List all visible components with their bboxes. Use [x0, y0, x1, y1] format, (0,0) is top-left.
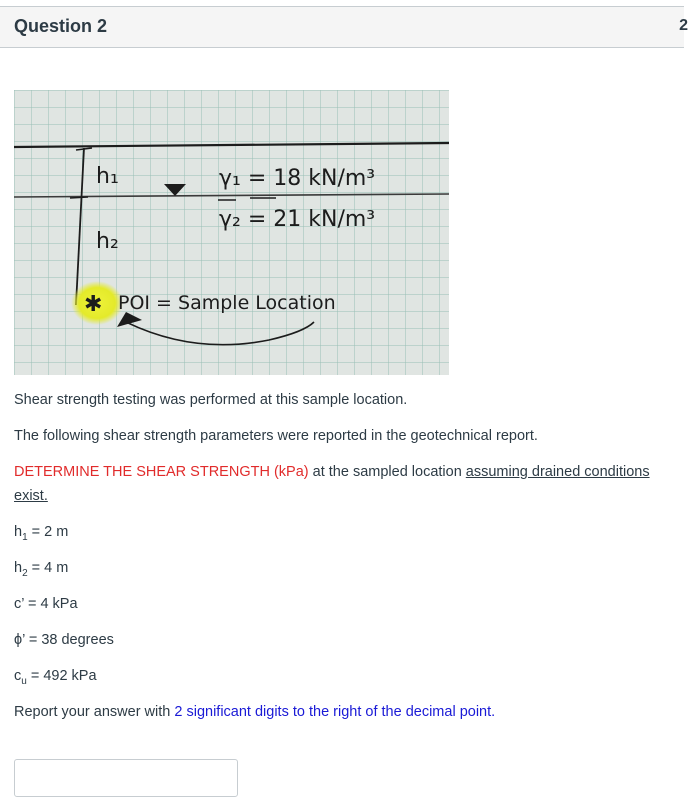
param-h1-sub: 1 [22, 531, 28, 543]
question-title: Question 2 [14, 16, 108, 36]
param-cu-value: = 492 kPa [26, 668, 97, 684]
param-cu-sub: u [21, 675, 27, 687]
param-cu [14, 668, 97, 687]
param-h2-label: h [14, 560, 23, 576]
param-h2 [14, 560, 68, 579]
determine-line [14, 464, 650, 480]
body-line-2: The following shear strength parameters were reported in the geotechnical report. [14, 428, 538, 444]
sample-location-figure [14, 90, 449, 375]
param-cu-label: c [14, 668, 22, 684]
determine-mid-text: at the sampled location [308, 464, 466, 480]
h1-label: h₁ [96, 164, 119, 189]
body-line-1: Shear strength testing was performed at this sample location. [14, 392, 408, 408]
report-pre-text: Report your answer with [14, 704, 175, 720]
determine-underline-text: assuming drained conditions [465, 464, 650, 480]
gamma2-label: γ₂ = 21 kN/m³ [219, 207, 376, 232]
param-h1-label: h [14, 524, 23, 540]
param-c-prime: c’ = 4 kPa [14, 596, 78, 612]
report-line [14, 704, 495, 720]
h2-label: h₂ [96, 229, 119, 254]
determine-line-2: exist. [14, 488, 48, 504]
question-points: 2 [679, 17, 688, 34]
question-header [0, 6, 688, 48]
gamma1-label: γ₁ = 18 kN/m³ [219, 166, 376, 191]
determine-red-text: DETERMINE THE SHEAR STRENGTH (kPa) [14, 464, 309, 480]
param-h1-value: = 2 m [27, 524, 69, 540]
param-h2-value: = 4 m [27, 560, 69, 576]
poi-label: POI = Sample Location [118, 292, 336, 314]
param-phi-prime: ϕ’ = 38 degrees [14, 632, 114, 648]
param-h1 [14, 524, 68, 543]
param-h2-sub: 2 [22, 567, 28, 579]
answer-input[interactable] [14, 759, 238, 797]
poi-star-icon: ✱ [84, 292, 103, 317]
report-blue-text: 2 significant digits to the right of the decimal point. [174, 704, 496, 720]
